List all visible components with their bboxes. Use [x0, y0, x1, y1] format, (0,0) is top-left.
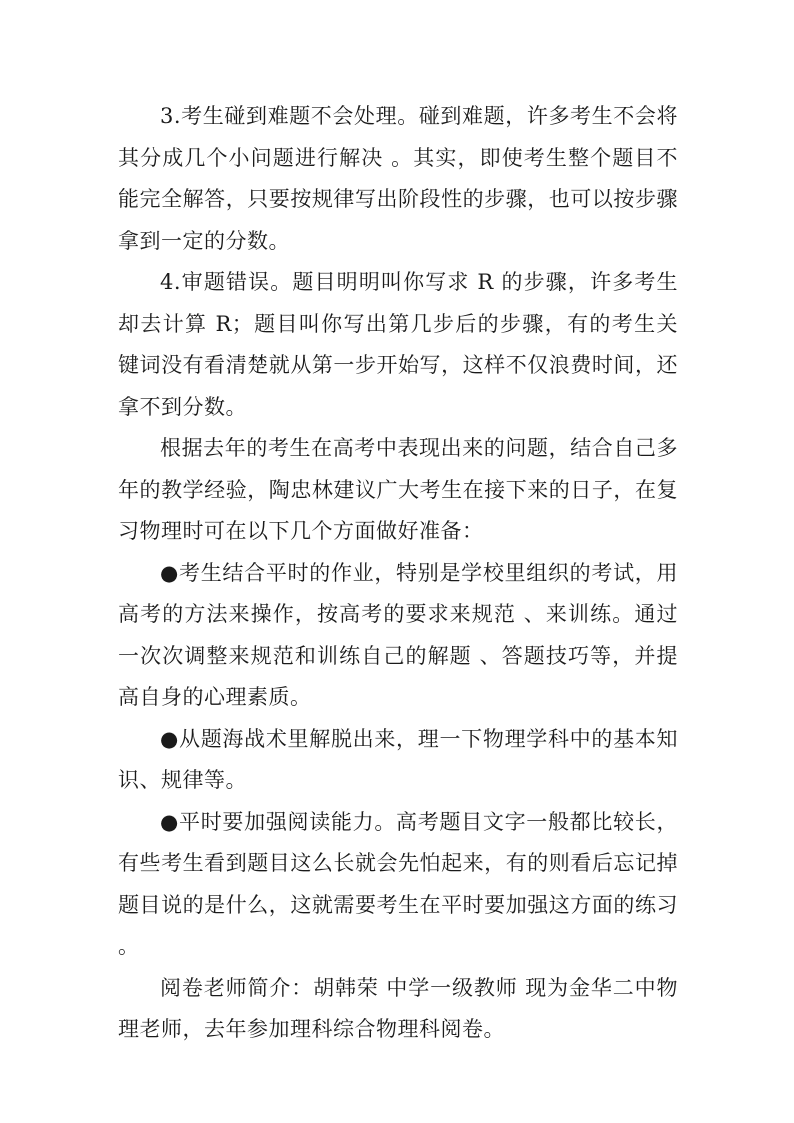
paragraph-grader-intro: 阅卷老师简介：胡韩荣 中学一级教师 现为金华二中物理老师，去年参加理科综合物理科阅卷。	[118, 975, 678, 1041]
bullet-item-basic-knowledge: ●从题海战术里解脱出来，理一下物理学科中的基本知识、规律等。	[118, 726, 678, 792]
paragraph-point-4: 4.审题错误。题目明明叫你写求 R 的步骤，许多考生却去计算 R；题目叫你写出第几步后的步骤，有的考生关键词没有看清楚就从第一步开始写，这样不仅浪费时间，还拿不到分数。	[118, 270, 678, 419]
paragraph-point-3: 3.考生碰到难题不会处理。碰到难题，许多考生不会将其分成几个小问题进行解决 。其实，即使考生整个题目不能完全解答，只要按规律写出阶段性的步骤，也可以按步骤拿到一定的分数。	[118, 104, 678, 253]
paragraph-advice-intro: 根据去年的考生在高考中表现出来的问题，结合自己多年的教学经验，陶忠林建议广大考生在接下来的日子，在复习物理时可在以下几个方面做好准备：	[118, 436, 678, 543]
bullet-item-exam-practice: ●考生结合平时的作业，特别是学校里组织的考试，用高考的方法来操作，按高考的要求来规范 、来训练。通过一次次调整来规范和训练自己的解题 、答题技巧等，并提高自身的心理素质。	[118, 560, 678, 709]
document-body	[118, 96, 678, 1051]
bullet-item-reading-ability: ●平时要加强阅读能力。高考题目文字一般都比较长，有些考生看到题目这么长就会先怕起来，有的则看后忘记掉题目说的是什么，这就需要考生在平时要加强这方面的练习 。	[118, 809, 678, 958]
